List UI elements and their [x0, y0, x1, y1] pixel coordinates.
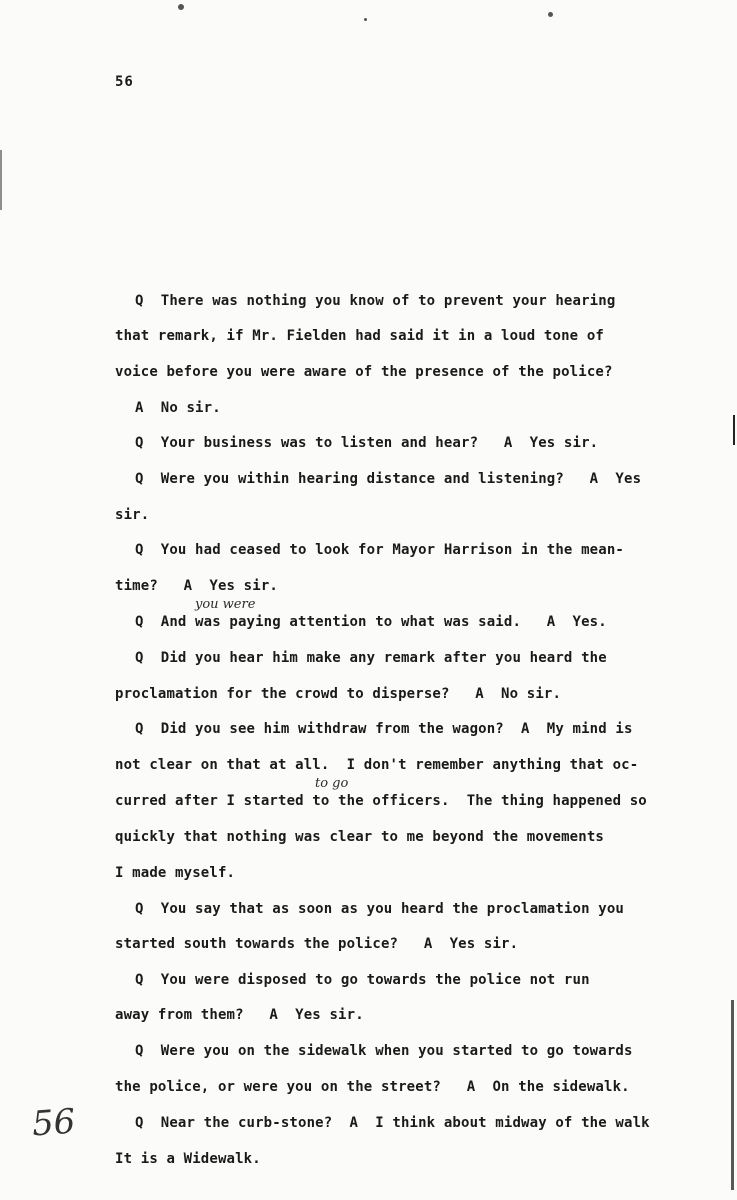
- text-line: the police, or were you on the street? A On the sidewalk.: [115, 1079, 630, 1095]
- text-line: Q You were disposed to go towards the police not run: [135, 972, 590, 988]
- text-line: Q Near the curb-stone? A I think about midway of the walk: [135, 1115, 650, 1131]
- right-edge-mark-2: [731, 1000, 734, 1190]
- text-line: curred after I started to the officers. The thing happened so: [115, 793, 647, 809]
- text-line: It is a Widewalk.: [115, 1151, 261, 1167]
- text-line: Q Were you on the sidewalk when you started to go towards: [135, 1043, 633, 1059]
- text-line: Q And was paying attention to what was said. A Yes.: [135, 614, 607, 630]
- left-edge-mark: [0, 150, 2, 210]
- text-line: I made myself.: [115, 865, 236, 881]
- text-line: Q Your business was to listen and hear? A Yes sir.: [135, 435, 599, 451]
- text-line: A No sir.: [135, 400, 221, 416]
- handwritten-correction: to go: [315, 776, 349, 791]
- text-line: proclamation for the crowd to disperse? A No sir.: [115, 686, 562, 702]
- top-smudge-2: [548, 12, 553, 17]
- text-line: voice before you were aware of the presence of the police?: [115, 364, 613, 380]
- page-number: 56: [115, 74, 134, 90]
- text-line: Q You had ceased to look for Mayor Harrison in the mean-: [135, 542, 624, 558]
- text-line: Q Did you hear him make any remark after you heard the: [135, 650, 607, 666]
- right-edge-mark: [733, 415, 735, 445]
- text-line: away from them? A Yes sir.: [115, 1007, 364, 1023]
- text-line: sir.: [115, 507, 150, 523]
- top-smudge: [178, 4, 184, 10]
- text-line: time? A Yes sir.: [115, 578, 278, 594]
- text-line: not clear on that at all. I don't remember anything that oc-: [115, 757, 639, 773]
- text-line: quickly that nothing was clear to me beyond the movements: [115, 829, 604, 845]
- handwritten-page-number: 56: [30, 1101, 77, 1145]
- text-line: Q Did you see him withdraw from the wagon? A My mind is: [135, 721, 633, 737]
- text-line: Q There was nothing you know of to prevent your hearing: [135, 293, 616, 309]
- text-line: Q You say that as soon as you heard the proclamation you: [135, 901, 624, 917]
- top-smudge-3: [364, 18, 367, 21]
- text-line: that remark, if Mr. Fielden had said it in a loud tone of: [115, 328, 604, 344]
- text-line: Q Were you within hearing distance and listening? A Yes: [135, 471, 642, 487]
- text-line: started south towards the police? A Yes sir.: [115, 936, 519, 952]
- handwritten-correction: you were: [195, 597, 256, 612]
